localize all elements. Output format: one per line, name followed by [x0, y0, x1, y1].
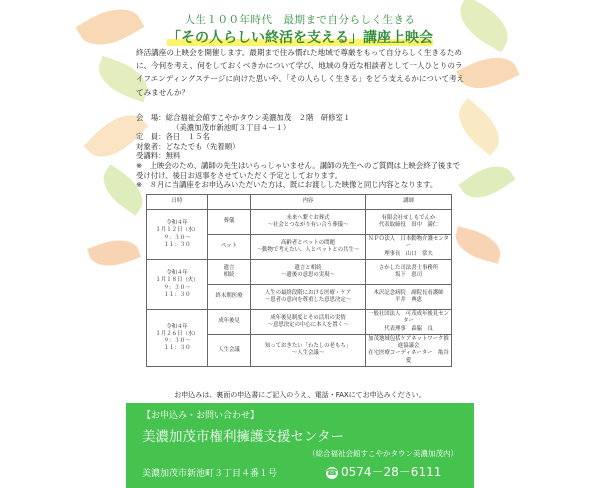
note-lecturer: ※ 上映会のため、講師の先生はいらっしゃいません。講師の先生へのご質問は上映会終了後まで受け付け、後日お返事をさせていただく予定としております。	[136, 160, 461, 180]
date-cell: 令和４年 １月１８日（火） ９：３０～ １１：３０	[147, 260, 208, 310]
capacity-line: 定 員：各日 １５名	[136, 132, 210, 142]
page-title	[126, 27, 474, 47]
header-content: 内容	[251, 195, 366, 210]
contact-label: 【お申込み・お問い合わせ】	[142, 411, 260, 421]
header-lecturer: 講師	[366, 195, 452, 210]
lecturer-cell: 木沢記念病院 副院長看護師 平井 典恵	[366, 285, 452, 310]
poster	[126, 0, 474, 488]
fee-line: 受講料：無料	[136, 151, 181, 161]
contact-sub: （総合福祉会館すこやかタウン美濃加茂内）	[308, 449, 458, 458]
category-cell: 成年後見	[208, 310, 251, 335]
contact-phone	[326, 463, 441, 480]
table-row	[147, 210, 452, 235]
content-cell: 未来へ繋ぐお葬式 ～社会とつながり有い合う葬儀～	[251, 210, 366, 235]
content-cell: 高齢者とペットの問題 ～動物で考えたい、人とペットとの共生～	[251, 235, 366, 260]
note-august: ※ ８月に当講座をお申込みいただいた方は、既にお渡しした映像と同じ内容となります。	[136, 180, 438, 190]
contact-box	[126, 403, 474, 488]
content-cell: 成年後見制度とその活用の実情 ～意思決定の中心に本人を置く～	[251, 310, 366, 335]
lecturer-cell: ＮＰＯ法人 日本動物介護センター 理事長 山口 常夫	[366, 235, 452, 260]
category-cell: ペット	[208, 235, 251, 260]
date-cell: 令和４年 １月１２日（水） ９：３０～ １１：３０	[147, 210, 208, 260]
content-cell: 遺言と相続 ～遺後の意思の実現～	[251, 260, 366, 285]
phone-icon: ☎	[326, 467, 338, 478]
content-cell: 人生の最終段階における医療・ケア ～患者の意向を尊重した意思決定～	[251, 285, 366, 310]
lecturer-cell: 一般社団法人 可茂成年後見センター 代表理事 森脇 良	[366, 310, 452, 335]
category-cell: 人生会議	[208, 335, 251, 367]
category-cell: 遺言 相続	[208, 260, 251, 285]
lecturer-cell: 有限会社せしもでんか 代表取締役 田中 満仁	[366, 210, 452, 235]
lecturer-cell: さかした司法書士事務所 坂下 恵司	[366, 260, 452, 285]
table-row	[147, 260, 452, 285]
schedule-table	[146, 194, 455, 367]
category-cell: 終末期医療	[208, 285, 251, 310]
intro-paragraph: 終活講座の上映会を開催します。最期まで住み慣れた地域で尊厳をもって自分らしく生きるために、今何を考え、何をしておくべきかについて学び、地域の身近な相談者として一人ひとりのライフエンディングステージに向けた思いや、「その人らしく生きる」をどう支えるかについて考えてみませんか？	[136, 48, 465, 97]
target-line: 対象者：どなたでも（先着順）	[136, 141, 240, 151]
tagline: 人生１００年時代 最期まで自分らしく生きる	[184, 14, 416, 26]
phone-number: 0574－28－6111	[341, 465, 442, 479]
lecturer-cell: 加茂地域包括ケアネットワーク推進協議会 在宅医療コーディネーター 亀谷 愛	[366, 335, 452, 367]
table-header-row	[147, 195, 452, 210]
category-cell: 葬儀	[208, 210, 251, 235]
venue-line: 会 場：総合福祉会館すこやかタウン美濃加茂 ２階 研修室１	[136, 113, 351, 122]
date-cell: 令和４年 １月２６日（水） ９：３０～ １１：３０	[147, 310, 208, 367]
header-datetime: 日時	[147, 195, 208, 210]
contact-address: 美濃加茂市新池町３丁目４番１号	[142, 469, 278, 479]
application-note: お申込みは、裏面の申込書にご記入のうえ、電話・FAXにてお申込みください。	[174, 391, 426, 399]
header-category	[208, 195, 251, 210]
table-row	[147, 310, 452, 335]
content-cell: 知っておきたい「わたしの老もち」 ～人生会議～	[251, 335, 366, 367]
contact-org: 美濃加茂市権利擁護支援センター	[142, 429, 344, 445]
title-text: 「その人らしい終活を支える」講座上映会	[167, 30, 433, 46]
event-info	[136, 113, 466, 190]
venue-address: （美濃加茂市新池町３丁目４－１）	[172, 122, 291, 132]
